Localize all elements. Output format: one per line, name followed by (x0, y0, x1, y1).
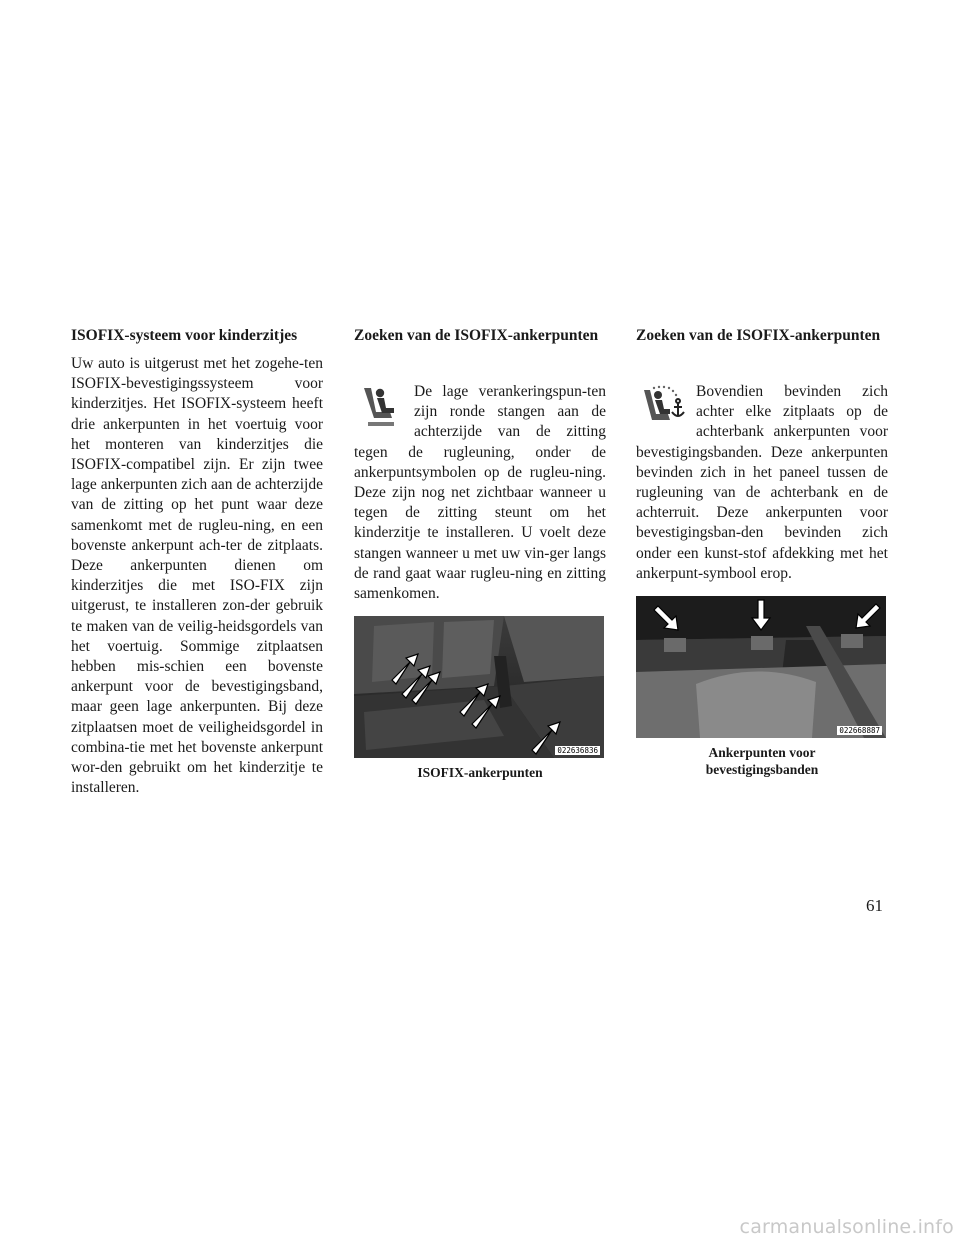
watermark: carmanualsonline.info (739, 1216, 954, 1238)
child-seat-tether-anchor-icon (636, 382, 688, 434)
child-seat-isofix-icon (354, 382, 406, 434)
photo-reference-code: 022636836 (557, 746, 598, 756)
column-lower-anchors (354, 326, 606, 781)
tether-anchors-text-block (636, 382, 888, 584)
section-heading-lower-anchors: Zoeken van de ISOFIX-ankerpunten (354, 327, 599, 344)
photo-reference-code: 022668887 (839, 726, 880, 736)
photo-caption-line: Ankerpunten voor (708, 745, 816, 761)
page-number: 61 (866, 896, 883, 915)
photo-isofix-anchors (354, 616, 604, 758)
paragraph-isofix-system: Uw auto is uitgerust met het zogehe-ten ISOFIX-bevestigingssysteem voor kinderzitjes. Het ISOFIX-systeem heeft drie ankerpunten in het voertuig voor het monteren van kinderzitjes die ISOFIX-compatibel zijn. Er zijn twee lage ankerpunten zich aan de achterzijde van de zitting op het punt waar deze samenkomt met de rugleu-ning, en een bovenste ankerpunt ach-ter de zitplaats. Deze ankerpunten dienen om kinderzitjes die met ISO-FIX zijn uitgerust, te installeren zon-der gebruik te maken van de veilig-heidsgordels van het voertuig. Sommige zitplaatsen hebben mis-schien een bovenste ankerpunt voor de bevestigingsband, maar geen lage ankerpunten. Bij deze zitplaatsen moet de veiligheidsgordel in combina-tie met het bovenste ankerpunt wor-den gebruikt om het kinderzitje te installeren. (71, 355, 323, 797)
photo-caption-line: bevestigingsbanden (705, 762, 819, 778)
lower-anchors-text-block (354, 382, 606, 604)
paragraph-tether-anchors: Bovendien bevinden zich achter elke zitplaats op de achterbank ankerpunten voor bevestigingsbanden. Deze ankerpunten bevinden zich in het paneel tussen de rugleuning van de achterbank en de achterruit. Deze ankerpunten voor bevestigingsban-den bevinden zich onder een kunst-stof afdekking met het ankerpunt-symbool erop. (636, 383, 888, 582)
photo-tether-anchors (636, 596, 886, 738)
paragraph-lower-anchors: De lage verankeringspun-ten zijn ronde stangen aan de achterzijde van de zitting tegen de rugleuning, onder de ankerpuntsymbolen op de rugleu-ning. Deze zijn nog net zichtbaar wanneer u tegen de zitting steunt om het kinderzitje te installeren. U voelt deze stangen wanneer u met uw vin-ger langs de rand gaat waar rugleu-ning en zitting samenkomen. (354, 383, 606, 603)
photo-caption-tether (636, 744, 888, 778)
section-heading-tether-anchors: Zoeken van de ISOFIX-ankerpunten (636, 327, 881, 344)
column-tether-anchors (636, 326, 888, 778)
photo-caption-isofix: ISOFIX-ankerpunten (417, 765, 543, 781)
column-isofix-system (71, 326, 323, 798)
section-heading-isofix-system: ISOFIX-systeem voor kinderzitjes (71, 327, 298, 344)
